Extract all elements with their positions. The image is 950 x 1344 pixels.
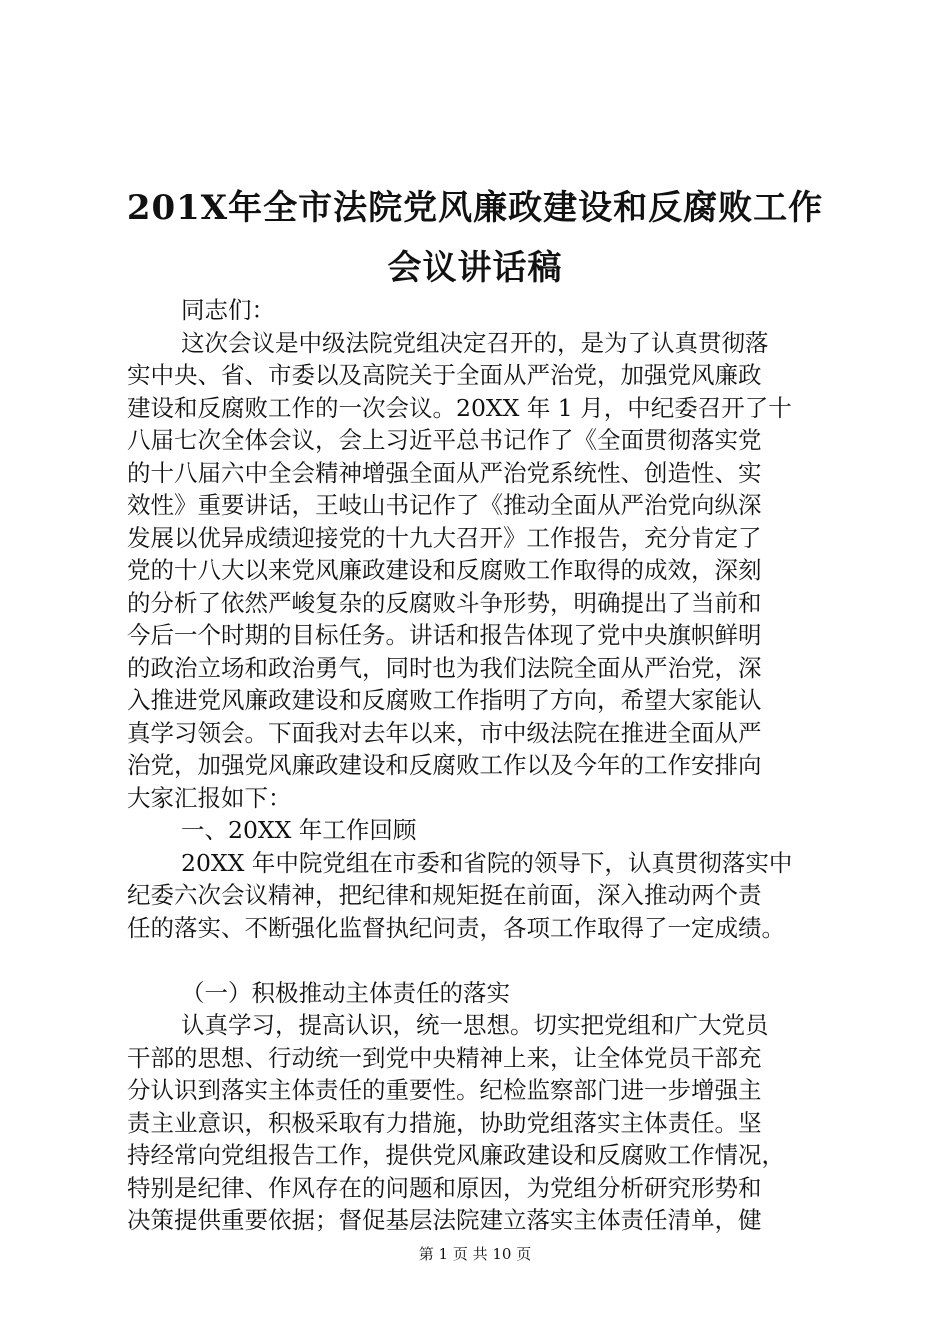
paragraph-line: 治党，加强党风廉政建设和反腐败工作以及今年的工作安排向 <box>127 751 762 779</box>
page-number-footer: 第 1 页 共 10 页 <box>418 1245 532 1263</box>
paragraph-line: 纪委六次会议精神，把纪律和规矩挺在前面，深入推动两个责 <box>127 881 762 909</box>
paragraph-line: 决策提供重要依据；督促基层法院建立落实主体责任清单，健 <box>127 1206 762 1234</box>
paragraph-line: 持经常向党组报告工作，提供党风廉政建设和反腐败工作情况， <box>127 1141 785 1169</box>
salutation: 同志们： <box>181 296 275 324</box>
paragraph-line: 今后一个时期的目标任务。讲话和报告体现了党中央旗帜鲜明 <box>127 621 762 649</box>
paragraph-line: 分认识到落实主体责任的重要性。纪检监察部门进一步增强主 <box>127 1076 762 1104</box>
paragraph-line: 责主业意识，积极采取有力措施，协助党组落实主体责任。坚 <box>127 1108 762 1137</box>
paragraph-line: 的分析了依然严峻复杂的反腐败斗争形势，明确提出了当前和 <box>127 588 762 617</box>
paragraph-line: 干部的思想、行动统一到党中央精神上来，让全体党员干部充 <box>127 1043 762 1072</box>
paragraph-line: 特别是纪律、作风存在的问题和原因，为党组分析研究形势和 <box>127 1173 762 1202</box>
document-title-line-1: 201X年全市法院党风廉政建设和反腐败工作 <box>126 188 824 228</box>
paragraph-line: 实中央、省、市委以及高院关于全面从严治党，加强党风廉政 <box>127 361 762 389</box>
paragraph-gap <box>127 944 837 977</box>
paragraph-line: 真学习领会。下面我对去年以来，市中级法院在推进全面从严 <box>127 718 762 747</box>
paragraph-line: 党的十八大以来党风廉政建设和反腐败工作取得的成效，深刻 <box>127 556 762 584</box>
subsection-heading: （一）积极推动主体责任的落实 <box>181 978 510 1007</box>
paragraph-line: 的十八届六中全会精神增强全面从严治党系统性、创造性、实 <box>127 458 762 487</box>
paragraph-line: 效性》重要讲话，王岐山书记作了《推动全面从严治党向纵深 <box>127 491 762 519</box>
paragraph-line: 20XX 年中院党组在市委和省院的领导下，认真贯彻落实中 <box>181 848 793 877</box>
paragraph-line: 任的落实、不断强化监督执纪问责，各项工作取得了一定成绩。 <box>127 913 785 942</box>
paragraph-line: 的政治立场和政治勇气，同时也为我们法院全面从严治党，深 <box>127 653 762 682</box>
paragraph-line: 八届七次全体会议，会上习近平总书记作了《全面贯彻落实党 <box>127 426 762 454</box>
paragraph-line: 认真学习，提高认识，统一思想。切实把党组和广大党员 <box>181 1011 769 1039</box>
section-heading: 一、20XX 年工作回顾 <box>181 816 417 844</box>
paragraph-line: 发展以优异成绩迎接党的十九大召开》工作报告，充分肯定了 <box>127 523 762 552</box>
paragraph-line: 建设和反腐败工作的一次会议。20XX 年 1 月，中纪委召开了十 <box>127 393 792 422</box>
document-title-line-2: 会议讲话稿 <box>387 248 563 288</box>
paragraph-line: 入推进党风廉政建设和反腐败工作指明了方向，希望大家能认 <box>127 686 762 714</box>
paragraph-line: 这次会议是中级法院党组决定召开的，是为了认真贯彻落 <box>181 328 769 357</box>
paragraph-line: 大家汇报如下： <box>127 783 292 812</box>
document-body <box>127 294 837 1237</box>
